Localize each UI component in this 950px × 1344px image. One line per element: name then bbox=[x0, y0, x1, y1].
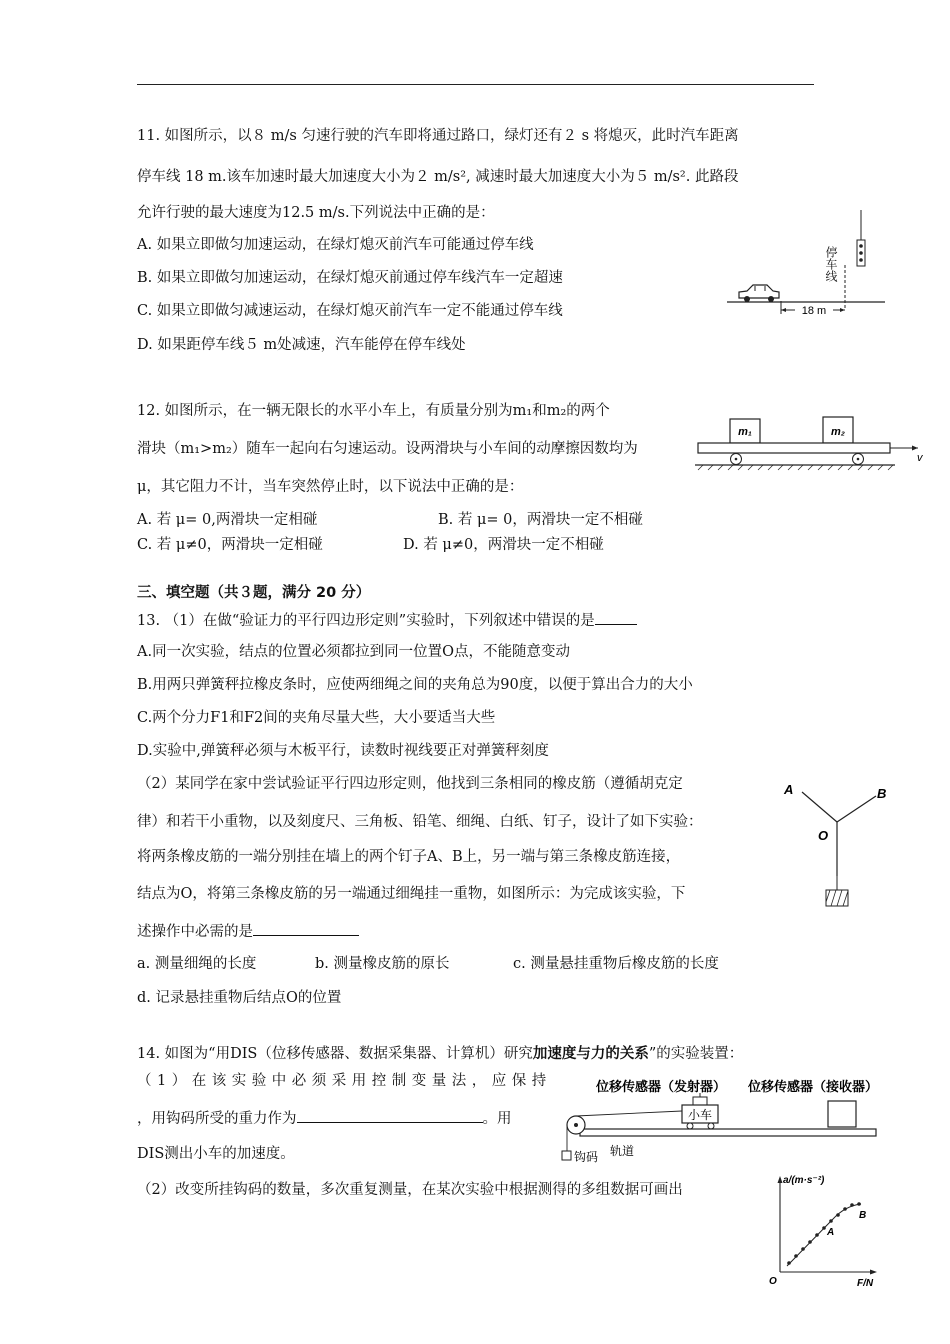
cart-label: 小车 bbox=[688, 1108, 713, 1122]
q14-part1-line2-post: 。用 bbox=[482, 1111, 512, 1127]
q13-part2-line3: 将两条橡皮筋的一端分别挂在墙上的两个钉子A、B上，另一端与第三条橡皮筋连接， bbox=[137, 849, 681, 865]
graph-origin: O bbox=[769, 1276, 777, 1287]
q12-option-c: C. 若 μ≠0，两滑块一定相碰 bbox=[137, 537, 323, 553]
data-points bbox=[787, 1202, 861, 1265]
q11-option-b: B. 如果立即做匀加速运动，在绿灯熄灭前通过停车线汽车一定超速 bbox=[137, 270, 563, 286]
q13-option-a-lower: a. 测量细绳的长度 bbox=[137, 956, 257, 972]
section-3-title: 三、填空题（共３题，满分 20 分） bbox=[137, 585, 371, 601]
q11-option-c: C. 如果立即做匀减速运动，在绿灯熄灭前汽车一定不能通过停车线 bbox=[137, 303, 563, 319]
q13-option-a: A.同一次实验，结点的位置必须都拉到同一位置O点，不能随意变动 bbox=[137, 644, 570, 660]
q13-option-d-lower: d. 记录悬挂重物后结点O的位置 bbox=[137, 990, 342, 1006]
graph-label-b: B bbox=[859, 1210, 867, 1221]
q13-part2-line4: 结点为O，将第三条橡皮筋的另一端通过细绳挂一重物，如图所示：为完成该实验，下 bbox=[137, 886, 686, 902]
q14-part2-line1: （2）改变所挂钩码的数量，多次重复测量，在某次实验中根据测得的多组数据可画出 bbox=[137, 1182, 683, 1198]
q13-option-c: C.两个分力F1和F2间的夹角尽量大些，大小要适当大些 bbox=[137, 710, 496, 726]
q14-apparatus-figure bbox=[558, 1075, 883, 1170]
q11-line1: 11. 如图所示，以８ m/s 匀速行驶的汽车即将通过路口，绿灯还有２ s 将熄灭，此时汽车距离 bbox=[137, 128, 739, 144]
q12-option-a: A. 若 μ= 0,两滑块一定相碰 bbox=[137, 512, 318, 528]
velocity-label: v bbox=[917, 452, 923, 464]
stop-line-label: 停车线 bbox=[824, 246, 838, 282]
q14-line1-post: ”的实验装置： bbox=[648, 1046, 744, 1062]
q13-option-b: B.用两只弹簧秤拉橡皮条时，应使两细绳之间的夹角总为90度，以便于算出合力的大小 bbox=[137, 677, 693, 693]
track-label: 轨道 bbox=[610, 1144, 635, 1158]
graph-xlabel: F/N bbox=[857, 1278, 874, 1289]
data-curve bbox=[787, 1204, 861, 1266]
ground-hatch bbox=[698, 465, 893, 470]
weight-label: 钩码 bbox=[574, 1150, 599, 1164]
cart-board bbox=[698, 443, 890, 453]
q14-part1-line1: （1）在该实验中必须采用控制变量法，应保持 bbox=[137, 1073, 552, 1089]
q13-option-b-lower: b. 测量橡皮筋的原长 bbox=[315, 956, 450, 972]
q11-line3: 允许行驶的最大速度为12.5 m/s.下列说法中正确的是： bbox=[137, 205, 495, 221]
q14-line1-bold: 加速度与力的关系 bbox=[532, 1046, 649, 1062]
q14-part1-line3: DIS测出小车的加速度。 bbox=[137, 1146, 295, 1162]
q13-figure bbox=[780, 778, 890, 913]
q13-option-c-lower: c. 测量悬挂重物后橡皮筋的长度 bbox=[513, 956, 719, 972]
header-rule bbox=[137, 84, 814, 85]
q13-answer-blank-2[interactable] bbox=[253, 920, 359, 936]
q12-line3: μ，其它阻力不计，当车突然停止时，以下说法中正确的是： bbox=[137, 479, 524, 495]
q13-part2-line2: 律）和若干小重物，以及刻度尺、三角板、铅笔、细绳、白纸、钉子，设计了如下实验： bbox=[137, 814, 703, 830]
q12-line1: 12. 如图所示，在一辆无限长的水平小车上，有质量分别为m₁和m₂的两个 bbox=[137, 403, 610, 419]
q12-option-b: B. 若 μ= 0，两滑块一定不相碰 bbox=[438, 512, 643, 528]
q14-answer-blank[interactable] bbox=[297, 1107, 483, 1123]
string-top bbox=[576, 1111, 682, 1116]
car-icon bbox=[739, 285, 779, 302]
q13-option-d: D.实验中,弹簧秤必须与木板平行，读数时视线要正对弹簧秤刻度 bbox=[137, 743, 549, 759]
q13-part2-line5 bbox=[137, 920, 359, 942]
point-a-label: A bbox=[784, 782, 794, 797]
transmitter-box bbox=[693, 1097, 707, 1105]
track bbox=[580, 1129, 876, 1136]
q12-figure bbox=[690, 410, 930, 480]
q13-part2-line1: （2）某同学在家中尝试验证平行四边形定则，他找到三条相同的橡皮筋（遵循胡克定 bbox=[137, 776, 683, 792]
q11-option-a: A. 如果立即做匀加速运动，在绿灯熄灭前汽车可能通过停车线 bbox=[137, 237, 534, 253]
graph-ylabel: a/(m·s⁻²) bbox=[783, 1175, 825, 1186]
graph-label-a: A bbox=[827, 1227, 835, 1238]
sensor-receiver-label: 位移传感器（接收器） bbox=[748, 1079, 879, 1094]
point-o-label: O bbox=[818, 828, 829, 843]
q11-line2: 停车线 18 m.该车加速时最大加速度大小为２ m/s², 减速时最大加速度大小为５ m/s². 此路段 bbox=[137, 169, 739, 185]
traffic-light-icon bbox=[857, 210, 865, 266]
q14-line1-pre: 14. 如图为“用DIS（位移传感器、数据采集器、计算机）研究 bbox=[137, 1046, 533, 1062]
hook-weight bbox=[562, 1151, 571, 1160]
sensor-transmitter-label: 位移传感器（发射器） bbox=[596, 1079, 727, 1094]
q13-line1 bbox=[137, 609, 637, 631]
q14-graph bbox=[765, 1170, 885, 1290]
m2-label: m₂ bbox=[831, 426, 845, 438]
q12-line2: 滑块（m₁>m₂）随车一起向右匀速运动。设两滑块与小车间的动摩擦因数均为 bbox=[137, 441, 638, 457]
q11-option-d: D. 如果距停车线５ m处减速，汽车能停在停车线处 bbox=[137, 337, 466, 353]
point-b-label: B bbox=[877, 786, 887, 801]
receiver-box bbox=[828, 1101, 856, 1127]
q14-part1-line2-pre: ，用钩码所受的重力作为 bbox=[137, 1111, 297, 1127]
q14-part1-line2 bbox=[137, 1107, 512, 1129]
distance-label: 18 m bbox=[801, 305, 827, 317]
q13-answer-blank-1[interactable] bbox=[595, 609, 637, 625]
q13-line1-text: 13. （1）在做“验证力的平行四边形定则”实验时，下列叙述中错误的是 bbox=[137, 613, 595, 629]
q14-line1 bbox=[137, 1044, 743, 1064]
q12-option-d: D. 若 μ≠0，两滑块一定不相碰 bbox=[403, 537, 604, 553]
rubber-band-a bbox=[802, 792, 837, 822]
q11-figure bbox=[725, 210, 890, 320]
rubber-band-b bbox=[837, 796, 876, 822]
q13-part2-line5-text: 述操作中必需的是 bbox=[137, 924, 253, 940]
m1-label: m₁ bbox=[738, 426, 752, 438]
